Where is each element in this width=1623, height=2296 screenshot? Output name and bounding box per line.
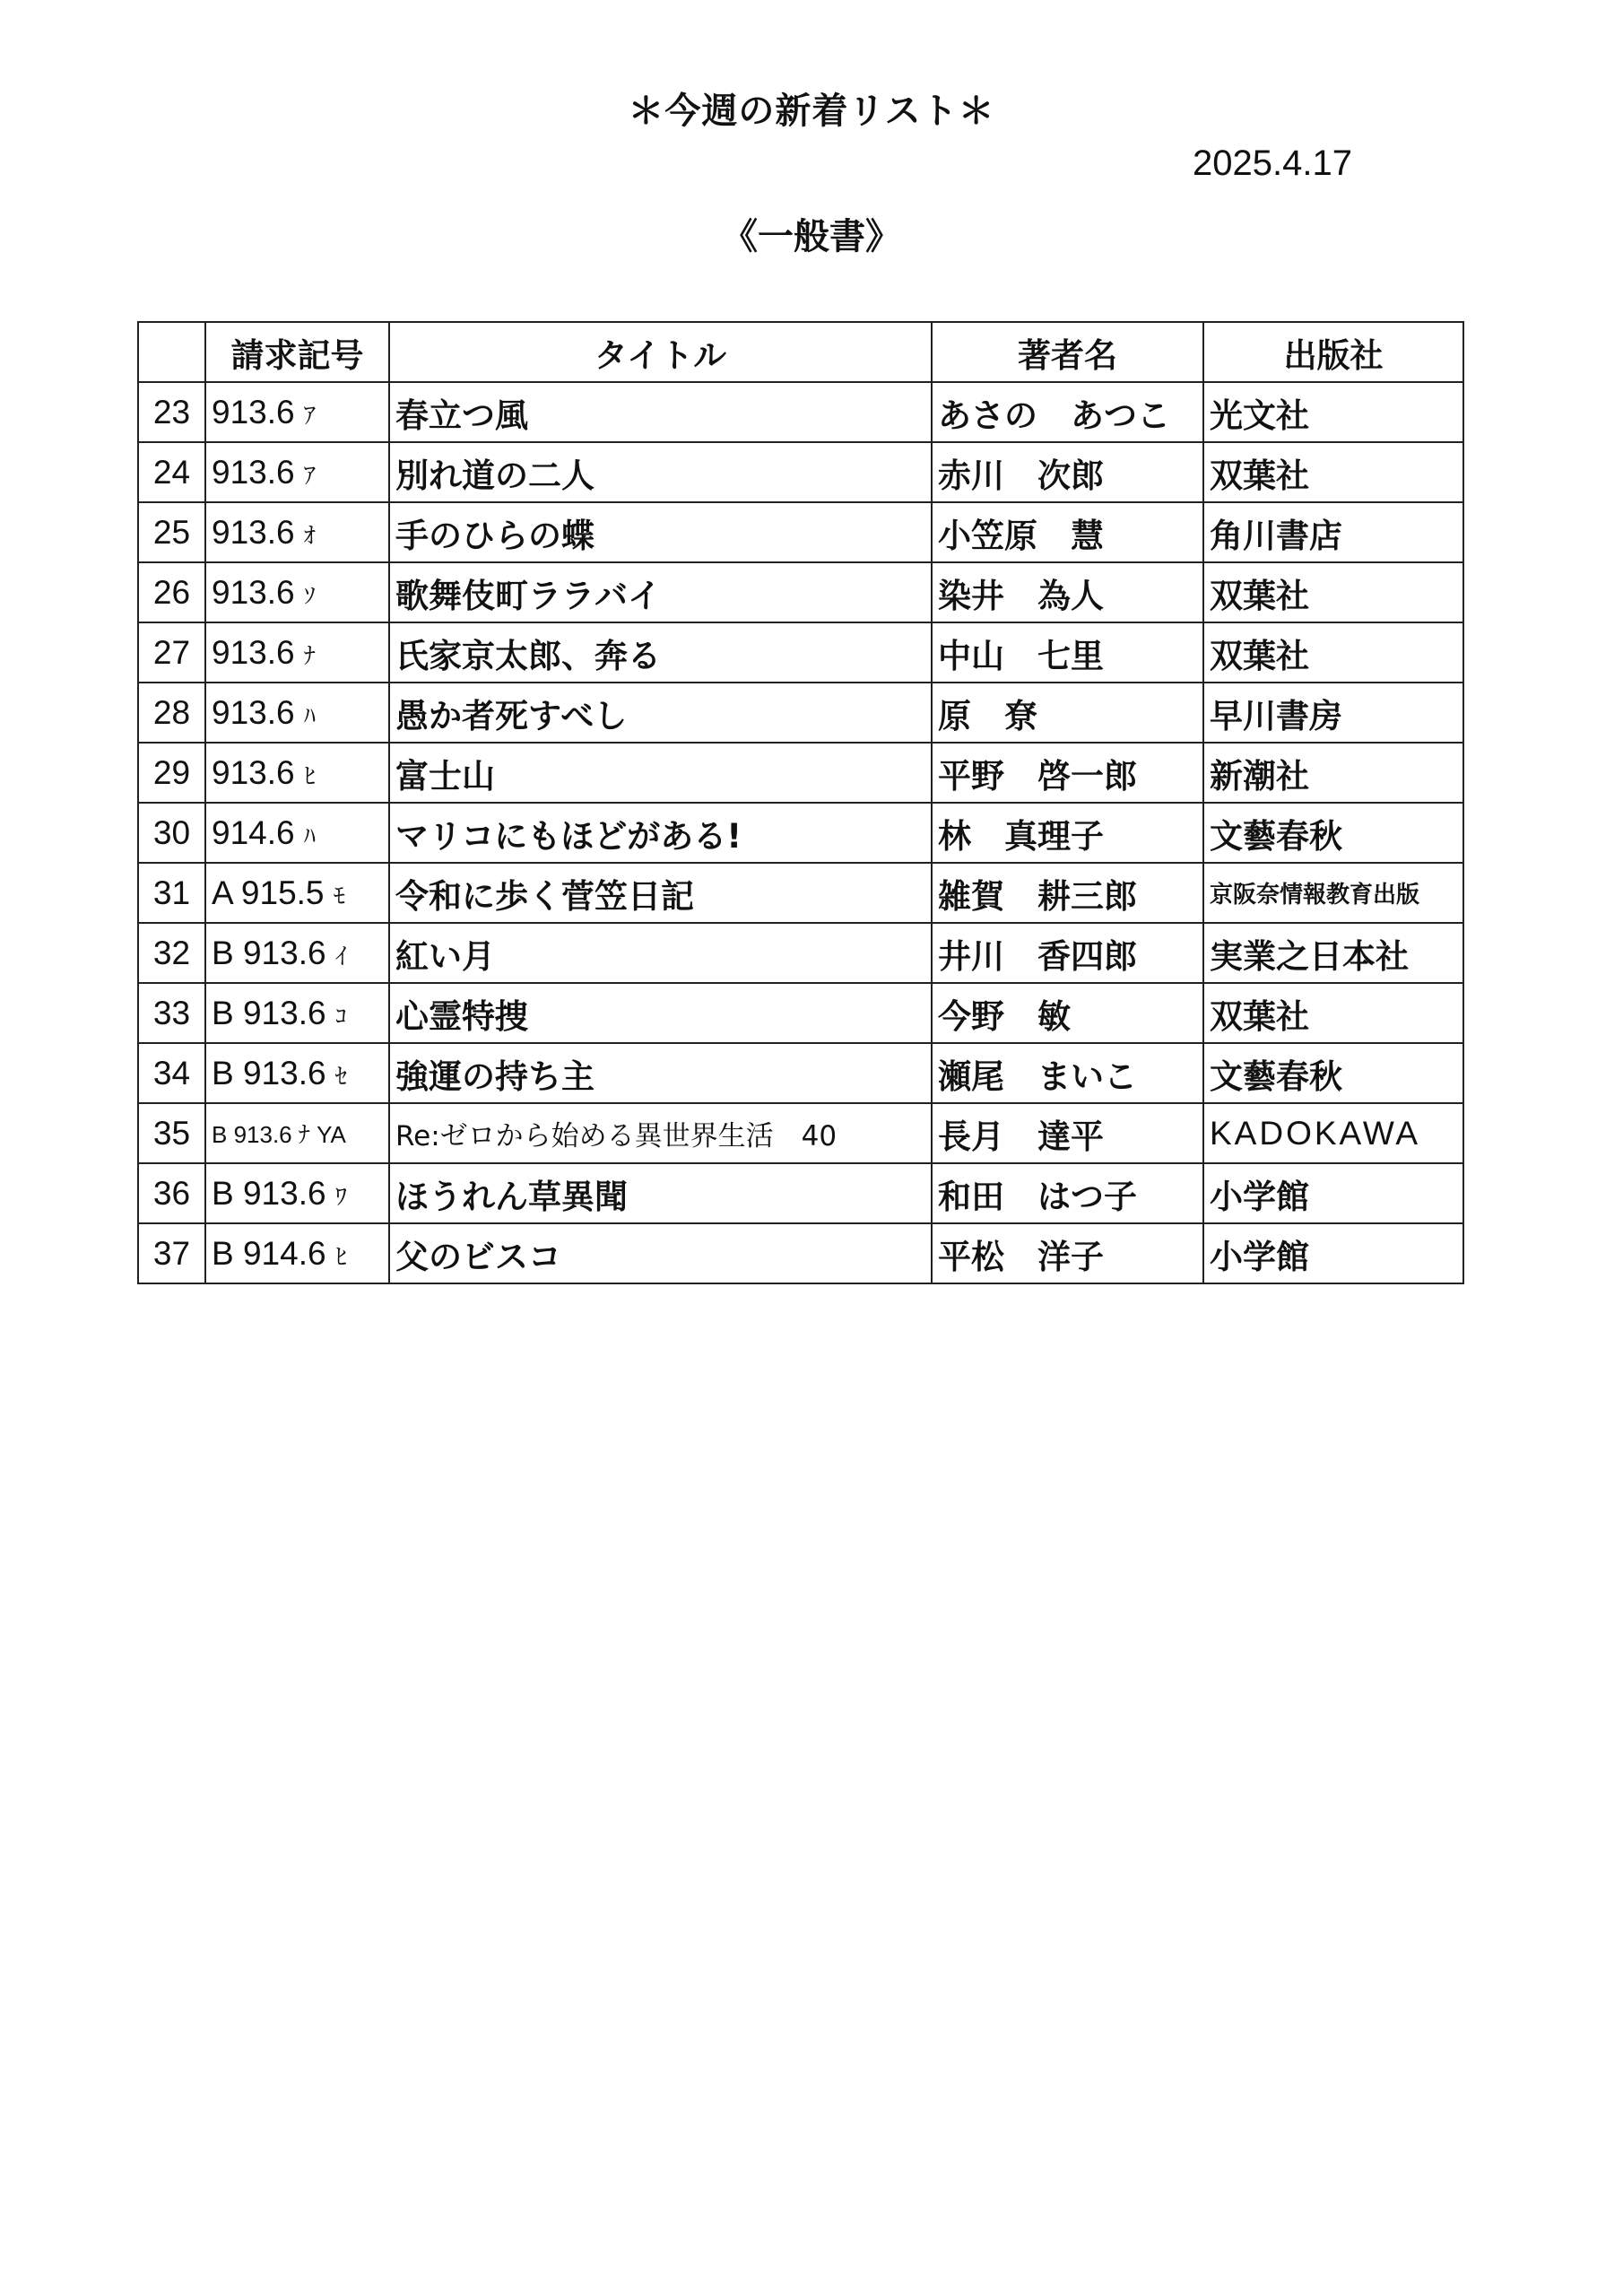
row-number: 27 xyxy=(138,622,205,683)
table-row xyxy=(138,1163,1463,1223)
table-row xyxy=(138,1043,1463,1103)
call-author-mark: ﾅ xyxy=(303,641,316,669)
table-row xyxy=(138,803,1463,863)
book-title: ほうれん草異聞 xyxy=(389,1163,932,1223)
book-publisher: 実業之日本社 xyxy=(1203,923,1463,983)
book-title: 氏家京太郎、奔る xyxy=(389,622,932,683)
table-row xyxy=(138,502,1463,562)
new-books-table xyxy=(137,321,1464,1284)
call-classification: 913.6 xyxy=(212,573,295,611)
call-classification: B 913.6 xyxy=(212,1121,292,1148)
header-publisher: 出版社 xyxy=(1203,322,1463,382)
row-number: 32 xyxy=(138,923,205,983)
call-author-mark: ﾅ YA xyxy=(298,1121,346,1148)
table-row xyxy=(138,683,1463,743)
book-author: 赤川 次郎 xyxy=(932,442,1203,502)
table-row xyxy=(138,382,1463,442)
table-row xyxy=(138,442,1463,502)
header-title: タイトル xyxy=(389,322,932,382)
call-author-mark: ｲ xyxy=(334,942,347,970)
row-number: 29 xyxy=(138,743,205,803)
row-number: 30 xyxy=(138,803,205,863)
call-number xyxy=(205,382,389,442)
call-classification: 913.6 xyxy=(212,753,295,791)
book-publisher: 小学館 xyxy=(1203,1223,1463,1283)
call-classification: 913.6 xyxy=(212,633,295,671)
table-header-row xyxy=(138,322,1463,382)
row-number: 33 xyxy=(138,983,205,1043)
call-author-mark: ｾ xyxy=(334,1062,347,1090)
book-title: Re:ゼロから始める異世界生活 40 xyxy=(389,1103,932,1163)
call-author-mark: ﾋ xyxy=(334,1242,347,1270)
call-number xyxy=(205,683,389,743)
call-author-mark: ﾋ xyxy=(303,761,316,789)
header-number xyxy=(138,322,205,382)
book-title: 紅い月 xyxy=(389,923,932,983)
call-author-mark: ﾜ xyxy=(334,1182,347,1210)
call-classification: B 913.6 xyxy=(212,994,326,1031)
book-author: 小笠原 慧 xyxy=(932,502,1203,562)
row-number: 31 xyxy=(138,863,205,923)
call-author-mark: ﾊ xyxy=(303,822,316,849)
table-row xyxy=(138,983,1463,1043)
book-publisher: 光文社 xyxy=(1203,382,1463,442)
table-row xyxy=(138,622,1463,683)
book-author: あさの あつこ xyxy=(932,382,1203,442)
table-row xyxy=(138,863,1463,923)
book-author: 井川 香四郎 xyxy=(932,923,1203,983)
book-title: マリコにもほどがある! xyxy=(389,803,932,863)
call-classification: 913.6 xyxy=(212,513,295,551)
header-author: 著者名 xyxy=(932,322,1203,382)
book-publisher: 早川書房 xyxy=(1203,683,1463,743)
call-classification: B 913.6 xyxy=(212,934,326,971)
row-number: 37 xyxy=(138,1223,205,1283)
section-title: 《一般書》 xyxy=(722,216,901,257)
call-author-mark: ｵ xyxy=(303,521,316,549)
book-publisher: 新潮社 xyxy=(1203,743,1463,803)
call-number xyxy=(205,743,389,803)
table-row xyxy=(138,743,1463,803)
book-title: 愚か者死すべし xyxy=(389,683,932,743)
book-author: 染井 為人 xyxy=(932,562,1203,622)
book-author: 長月 達平 xyxy=(932,1103,1203,1163)
call-author-mark: ｱ xyxy=(303,401,316,429)
call-number xyxy=(205,1043,389,1103)
book-publisher: 京阪奈情報教育出版 xyxy=(1203,863,1463,923)
row-number: 23 xyxy=(138,382,205,442)
call-classification: B 913.6 xyxy=(212,1174,326,1212)
row-number: 36 xyxy=(138,1163,205,1223)
call-number xyxy=(205,442,389,502)
book-publisher: 双葉社 xyxy=(1203,562,1463,622)
book-author: 雑賀 耕三郎 xyxy=(932,863,1203,923)
book-title: 別れ道の二人 xyxy=(389,442,932,502)
table-row xyxy=(138,562,1463,622)
book-publisher: 双葉社 xyxy=(1203,442,1463,502)
book-author: 平野 啓一郎 xyxy=(932,743,1203,803)
call-number xyxy=(205,502,389,562)
call-classification: B 914.6 xyxy=(212,1234,326,1272)
call-number xyxy=(205,983,389,1043)
book-title: 令和に歩く菅笠日記 xyxy=(389,863,932,923)
row-number: 26 xyxy=(138,562,205,622)
call-classification: 913.6 xyxy=(212,453,295,491)
book-publisher: 双葉社 xyxy=(1203,983,1463,1043)
book-author: 瀬尾 まいこ xyxy=(932,1043,1203,1103)
call-classification: 913.6 xyxy=(212,393,295,430)
call-author-mark: ﾓ xyxy=(333,882,345,909)
book-title: 手のひらの蝶 xyxy=(389,502,932,562)
book-title: 富士山 xyxy=(389,743,932,803)
call-author-mark: ｺ xyxy=(334,1002,347,1030)
table-row xyxy=(138,1103,1463,1163)
book-author: 今野 敏 xyxy=(932,983,1203,1043)
book-author: 原 尞 xyxy=(932,683,1203,743)
call-classification: 913.6 xyxy=(212,693,295,731)
call-number xyxy=(205,1163,389,1223)
book-title: 強運の持ち主 xyxy=(389,1043,932,1103)
row-number: 35 xyxy=(138,1103,205,1163)
call-classification: 914.6 xyxy=(212,813,295,851)
call-number xyxy=(205,803,389,863)
call-number xyxy=(205,562,389,622)
call-author-mark: ｱ xyxy=(303,461,316,489)
book-publisher: 角川書店 xyxy=(1203,502,1463,562)
book-author: 和田 はつ子 xyxy=(932,1163,1203,1223)
row-number: 24 xyxy=(138,442,205,502)
call-number xyxy=(205,622,389,683)
row-number: 28 xyxy=(138,683,205,743)
call-number xyxy=(205,1103,389,1163)
row-number: 34 xyxy=(138,1043,205,1103)
call-author-mark: ﾊ xyxy=(303,701,316,729)
book-publisher: 文藝春秋 xyxy=(1203,1043,1463,1103)
book-publisher: 文藝春秋 xyxy=(1203,803,1463,863)
table-row xyxy=(138,1223,1463,1283)
book-publisher: 小学館 xyxy=(1203,1163,1463,1223)
book-author: 林 真理子 xyxy=(932,803,1203,863)
row-number: 25 xyxy=(138,502,205,562)
book-author: 平松 洋子 xyxy=(932,1223,1203,1283)
header-call-number: 請求記号 xyxy=(205,322,389,382)
book-publisher: KADOKAWA xyxy=(1203,1103,1463,1163)
list-date: 2025.4.17 xyxy=(1193,144,1352,183)
call-number xyxy=(205,923,389,983)
page-title: ＊今週の新着リスト＊ xyxy=(628,91,995,132)
call-author-mark: ｿ xyxy=(303,581,316,609)
call-number xyxy=(205,1223,389,1283)
book-title: 歌舞伎町ララバイ xyxy=(389,562,932,622)
book-title: 心霊特捜 xyxy=(389,983,932,1043)
table-row xyxy=(138,923,1463,983)
book-title: 春立つ風 xyxy=(389,382,932,442)
book-publisher: 双葉社 xyxy=(1203,622,1463,683)
book-title: 父のビスコ xyxy=(389,1223,932,1283)
call-classification: A 915.5 xyxy=(212,874,325,911)
call-classification: B 913.6 xyxy=(212,1054,326,1091)
book-author: 中山 七里 xyxy=(932,622,1203,683)
call-number xyxy=(205,863,389,923)
